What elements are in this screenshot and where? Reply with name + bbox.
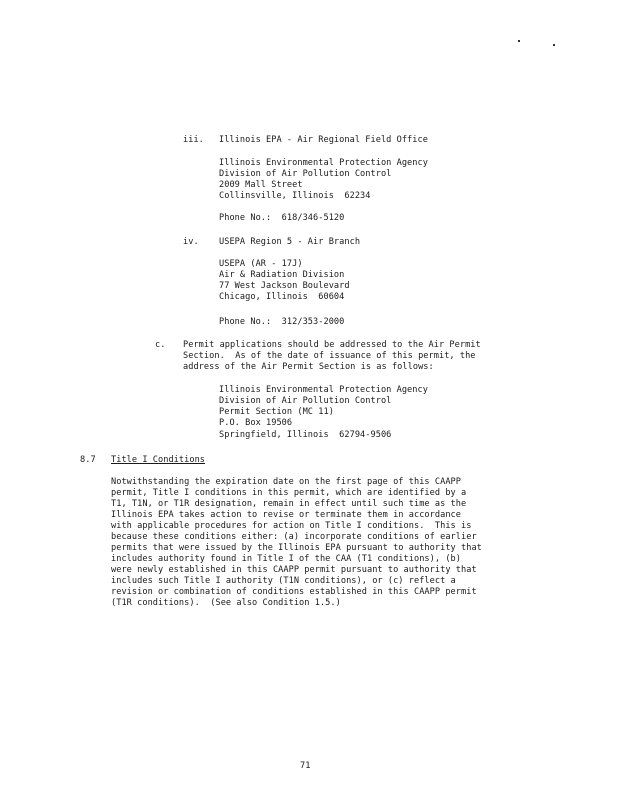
section-paragraph-line: were newly established in this CAAPP permit pursuant to authority that bbox=[111, 565, 477, 575]
item-c-address-line: P.O. Box 19506 bbox=[219, 418, 293, 428]
item-c-address-line: Illinois Environmental Protection Agency bbox=[219, 385, 428, 395]
section-paragraph-line: with applicable procedures for action on Title I conditions. This is bbox=[111, 521, 472, 531]
office-iv-title: USEPA Region 5 - Air Branch bbox=[219, 237, 361, 247]
section-paragraph-line: T1, T1N, or T1R designation, remain in effect until such time as the bbox=[111, 499, 467, 509]
item-c-address-line: Springfield, Illinois 62794-9506 bbox=[219, 430, 392, 440]
section-paragraph-line: includes authority found in Title I of the CAA (T1 conditions), (b) bbox=[111, 554, 461, 564]
item-c-text-line: Permit applications should be addressed to the Air Permit bbox=[183, 340, 481, 350]
office-iii-address-line: 2009 Mall Street bbox=[219, 180, 303, 190]
office-iv-marker: iv. bbox=[183, 237, 199, 247]
section-paragraph-line: revision or combination of conditions established in this CAAPP permit bbox=[111, 587, 477, 597]
office-iii-marker: iii. bbox=[183, 135, 204, 145]
office-iii-address-line: Illinois Environmental Protection Agency bbox=[219, 158, 428, 168]
office-iv-phone: Phone No.: 312/353-2000 bbox=[219, 317, 345, 327]
section-paragraph-line: permits that were issued by the Illinois EPA pursuant to authority that bbox=[111, 543, 482, 553]
section-paragraph-line: permit, Title I conditions in this permit, which are identified by a bbox=[111, 488, 467, 498]
item-c-address-line: Permit Section (MC 11) bbox=[219, 407, 334, 417]
item-c-address-line: Division of Air Pollution Control bbox=[219, 396, 392, 406]
office-iv-address-line: Air & Radiation Division bbox=[219, 270, 345, 280]
item-c-text-line: address of the Air Permit Section is as follows: bbox=[183, 362, 434, 372]
section-paragraph-line: Illinois EPA takes action to revise or terminate them in accordance bbox=[111, 510, 461, 520]
section-paragraph-line: (T1R conditions). (See also Condition 1.5.) bbox=[111, 598, 341, 608]
scan-speck bbox=[518, 40, 520, 42]
item-c-text-line: Section. As of the date of issuance of this permit, the bbox=[183, 351, 476, 361]
section-number: 8.7 bbox=[80, 455, 96, 465]
section-heading: Title I Conditions bbox=[111, 455, 206, 465]
section-paragraph-line: because these conditions either: (a) incorporate conditions of earlier bbox=[111, 532, 477, 542]
office-iii-address-line: Collinsville, Illinois 62234 bbox=[219, 191, 371, 201]
office-iii-title: Illinois EPA - Air Regional Field Office bbox=[219, 135, 428, 145]
item-c-marker: c. bbox=[155, 340, 166, 350]
office-iii-phone: Phone No.: 618/346-5120 bbox=[219, 213, 345, 223]
office-iv-address-line: Chicago, Illinois 60604 bbox=[219, 292, 345, 302]
section-paragraph-line: Notwithstanding the expiration date on the first page of this CAAPP bbox=[111, 477, 461, 487]
scan-speck bbox=[553, 44, 555, 46]
office-iv-address-line: USEPA (AR - 17J) bbox=[219, 259, 303, 269]
page-number: 71 bbox=[300, 761, 311, 771]
office-iii-address-line: Division of Air Pollution Control bbox=[219, 169, 392, 179]
section-paragraph-line: includes such Title I authority (T1N conditions), or (c) reflect a bbox=[111, 576, 456, 586]
office-iv-address-line: 77 West Jackson Boulevard bbox=[219, 281, 350, 291]
